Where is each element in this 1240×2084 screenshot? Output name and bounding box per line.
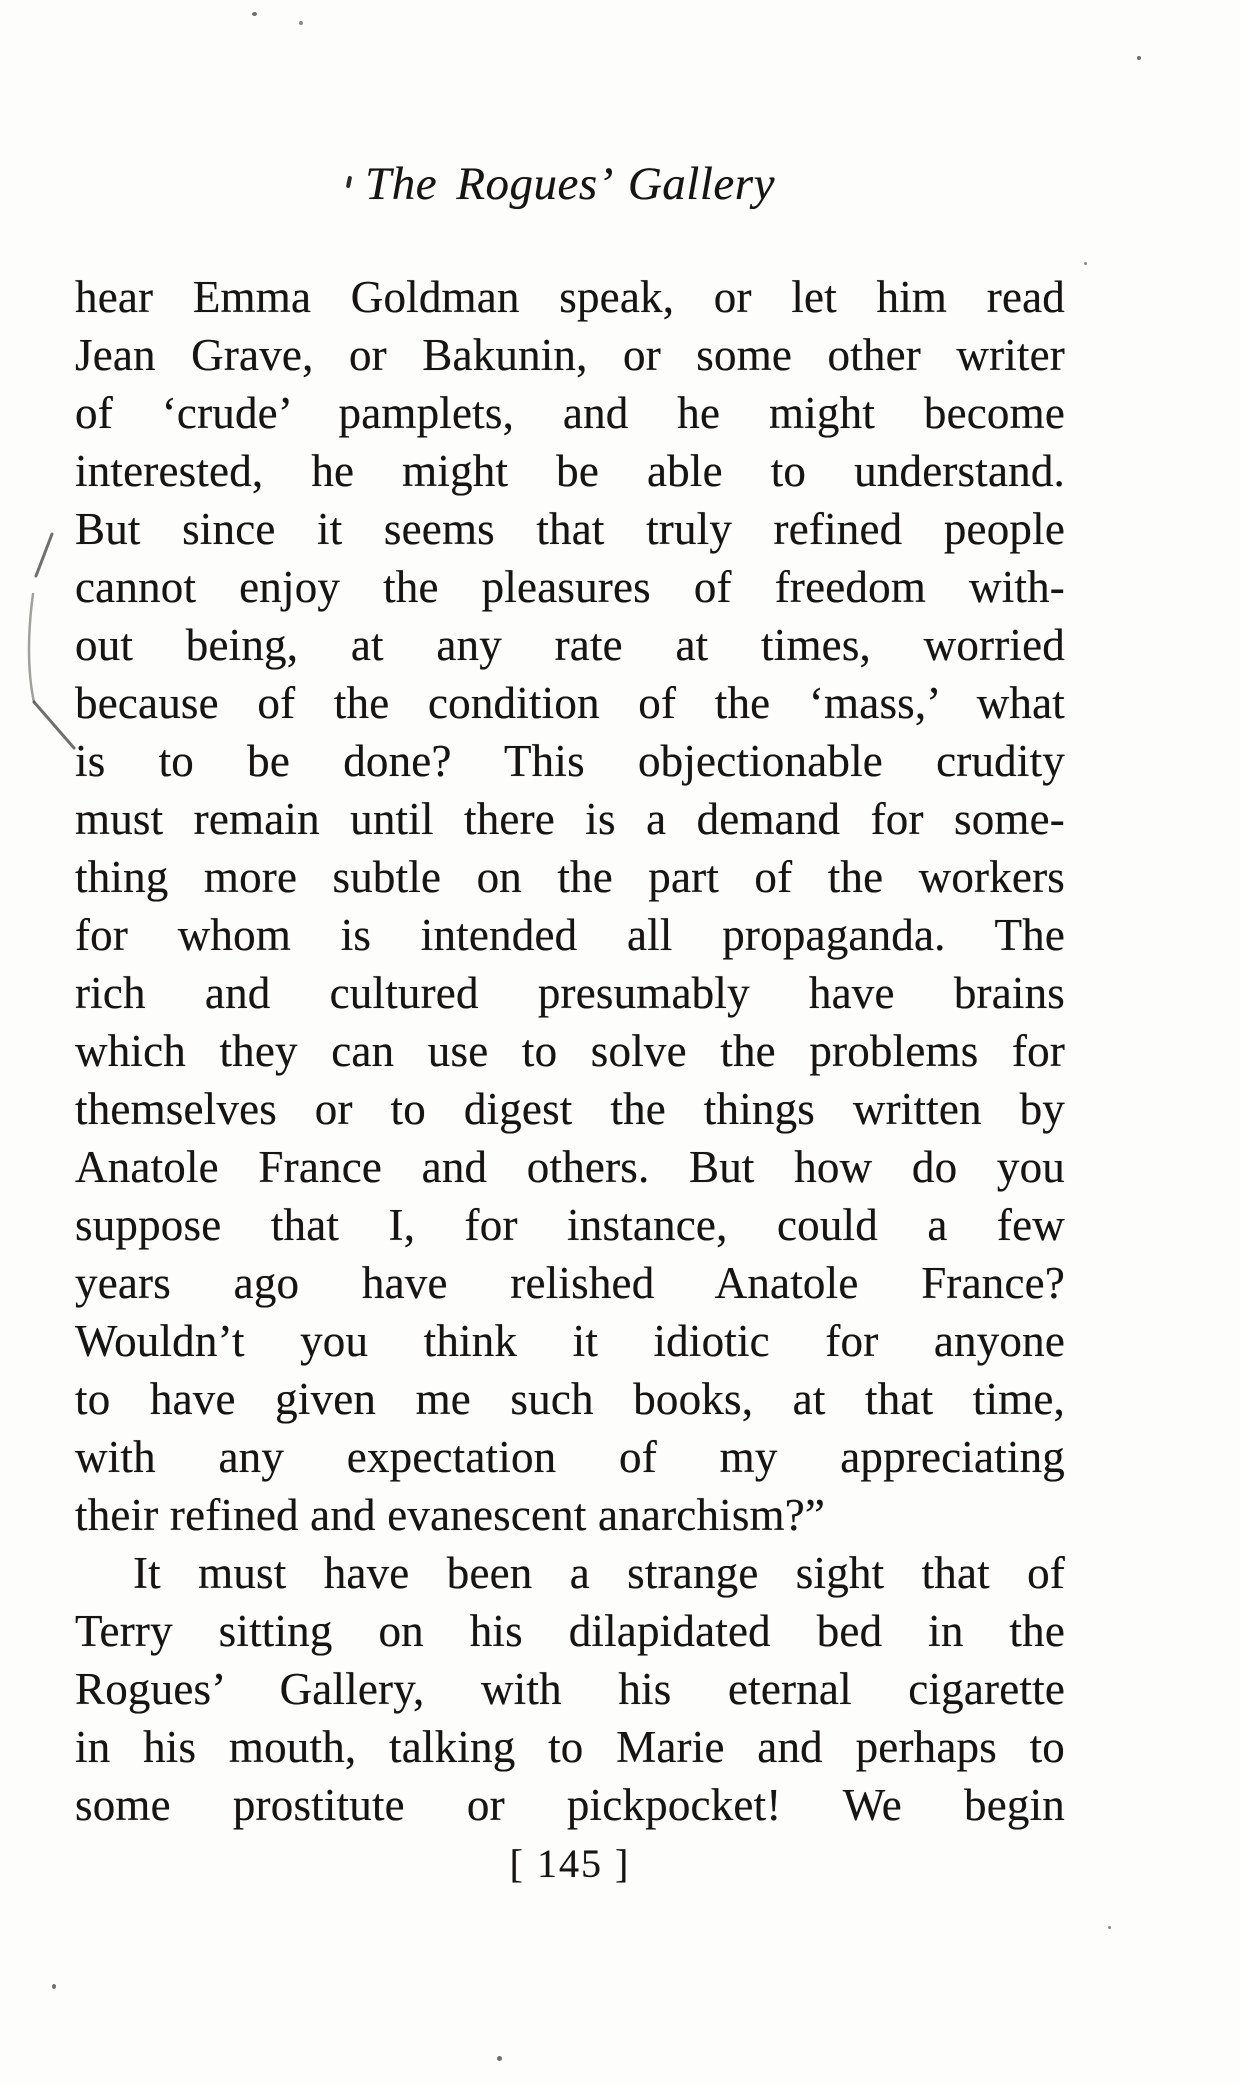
body-line: with any expectation of my appreciating — [75, 1432, 1065, 1482]
body-line: thing more subtle on the part of the workers — [75, 852, 1065, 902]
body-line: Anatole France and others. But how do you — [75, 1142, 1065, 1192]
body-line: rich and cultured presumably have brains — [75, 968, 1065, 1018]
body-line: some prostitute or pickpocket! We begin — [75, 1780, 1065, 1830]
paragraph-continued — [75, 268, 1065, 1544]
body-line: is to be done? This objectionable crudity — [75, 736, 1065, 786]
body-line: cannot enjoy the pleasures of freedom with- — [75, 562, 1065, 612]
body-line: because of the condition of the ‘mass,’ what — [75, 678, 1065, 728]
scan-speck — [252, 12, 257, 16]
body-line: for whom is intended all propaganda. The — [75, 910, 1065, 960]
scan-speck — [1084, 262, 1087, 265]
page-number: [ 145 ] — [509, 1841, 631, 1886]
scan-speck — [497, 2056, 502, 2061]
body-line: themselves or to digest the things written by — [75, 1084, 1065, 1134]
body-line: in his mouth, talking to Marie and perhaps to — [75, 1722, 1065, 1772]
page-body — [75, 268, 1065, 1834]
scan-speck — [1108, 1926, 1111, 1929]
body-line: out being, at any rate at times, worried — [75, 620, 1065, 670]
body-line: It must have been a strange sight that of — [133, 1548, 1065, 1598]
scan-speck — [52, 1984, 56, 1989]
body-line: hear Emma Goldman speak, or let him read — [75, 272, 1065, 322]
body-line: Rogues’ Gallery, with his eternal cigarette — [75, 1664, 1065, 1714]
scan-speck — [299, 21, 303, 25]
paragraph-2 — [75, 1544, 1065, 1834]
body-line: Terry sitting on his dilapidated bed in the — [75, 1606, 1065, 1656]
body-line: to have given me such books, at that time, — [75, 1374, 1065, 1424]
body-line: Wouldn’t you think it idiotic for anyone — [75, 1316, 1065, 1366]
scan-speck — [1137, 56, 1141, 60]
page-title: The Rogues’ Gallery — [365, 158, 775, 210]
body-line: their refined and evanescent anarchism?” — [75, 1490, 826, 1540]
body-line: interested, he might be able to understand. — [75, 446, 1065, 496]
body-line: Jean Grave, or Bakunin, or some other writer — [75, 330, 1065, 380]
body-line: of ‘crude’ pamplets, and he might become — [75, 388, 1065, 438]
body-line: suppose that I, for instance, could a few — [75, 1200, 1065, 1250]
body-line: But since it seems that truly refined people — [75, 504, 1065, 554]
body-line: years ago have relished Anatole France? — [75, 1258, 1065, 1308]
body-line: must remain until there is a demand for some- — [75, 794, 1065, 844]
body-line: which they can use to solve the problems for — [75, 1026, 1065, 1076]
